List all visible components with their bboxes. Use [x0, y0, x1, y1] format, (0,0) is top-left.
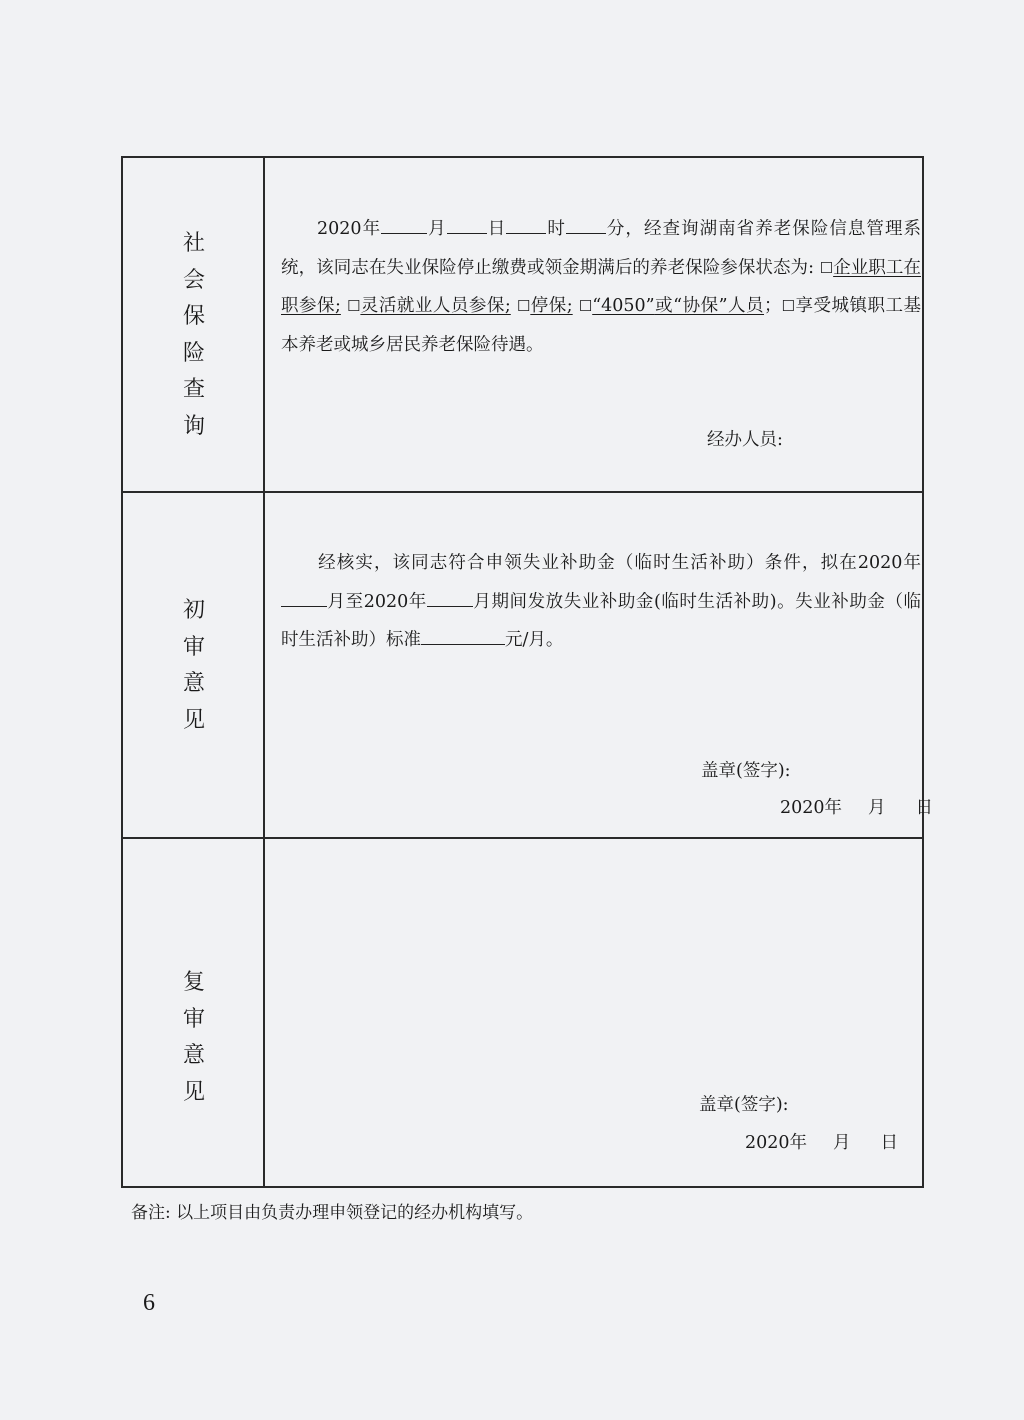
review-stamp-label: 盖章(签字):	[699, 1095, 789, 1115]
initial-date	[780, 794, 933, 819]
review-date-month: 月	[833, 1133, 851, 1153]
checkbox-flexible[interactable]: ☐	[346, 297, 361, 315]
initial-unit: 元/月。	[505, 630, 564, 650]
query-content-cell	[265, 158, 922, 491]
query-paragraph	[281, 210, 921, 364]
query-hour-blank[interactable]	[506, 215, 546, 234]
initial-paragraph	[281, 544, 921, 660]
option-4050: “4050”	[592, 296, 655, 316]
initial-year-end: 2020年	[363, 591, 427, 612]
review-label: 复审意见	[182, 970, 205, 1105]
checkbox-employee[interactable]: ☐	[819, 258, 834, 277]
initial-date-month: 月	[868, 798, 886, 818]
query-label-cell	[123, 158, 265, 491]
query-body-text: 分，经查询湖南省养老保险信息管理系统，该同志在失业保险停止缴费或领金期满后的养老保险参保状态为:	[281, 219, 922, 278]
initial-period-text: 月期间发放失业补助金(临时生活补助)。	[472, 591, 796, 612]
option-suspended: 停保;	[530, 296, 573, 316]
initial-label: 初审意见	[182, 598, 205, 733]
start-month-blank[interactable]	[281, 588, 327, 607]
query-month: 月	[427, 219, 447, 239]
separator: ；	[764, 296, 782, 316]
initial-review-row	[123, 491, 934, 837]
review-date-day: 日	[880, 1133, 899, 1153]
page-number: 6	[143, 1290, 155, 1316]
option-flexible: 灵活就业人员参保;	[360, 296, 511, 316]
option-pension: 享受城镇职工基本养老或城乡居民养老保险待遇。	[281, 296, 921, 355]
review-content-cell	[265, 839, 922, 1188]
query-label: 社会保险查询	[182, 231, 205, 439]
initial-line1: 经核实，该同志符合申领失业补助金（临时生活补助）条件，拟在	[317, 553, 858, 573]
checkbox-suspended[interactable]: ☐	[516, 297, 531, 315]
initial-date-year: 2020年	[780, 798, 843, 818]
initial-stamp-label: 盖章(签字):	[701, 761, 791, 781]
standard-amount-blank[interactable]	[421, 626, 505, 645]
final-review-row	[123, 837, 922, 1188]
initial-month-to: 月至	[327, 591, 364, 612]
query-day: 日	[486, 219, 507, 239]
end-month-blank[interactable]	[427, 588, 473, 607]
query-minute-blank[interactable]	[566, 215, 606, 234]
query-row	[123, 158, 922, 491]
query-day-blank[interactable]	[447, 215, 487, 234]
option-xiebao: 或“协保”人员	[654, 296, 765, 316]
review-date	[745, 1129, 898, 1154]
initial-year-start: 2020年	[857, 553, 921, 573]
form-table	[121, 156, 934, 1188]
initial-content-cell	[265, 493, 934, 837]
query-hour: 时	[546, 219, 566, 239]
query-year: 2020年	[317, 219, 382, 239]
initial-label-cell	[123, 493, 265, 837]
initial-date-day: 日	[915, 798, 934, 818]
review-label-cell	[123, 839, 265, 1188]
initial-standard-text: 失业补助金（临时生活补助）标准	[281, 591, 922, 650]
checkbox-pension[interactable]: ☐	[781, 297, 795, 315]
review-date-year: 2020年	[745, 1133, 808, 1153]
checkbox-4050[interactable]: ☐	[578, 297, 593, 315]
option-employee: 企业职工在职参保;	[281, 257, 921, 316]
footnote: 备注: 以上项目由负责办理申领登记的经办机构填写。	[131, 1203, 534, 1223]
query-month-blank[interactable]	[381, 215, 427, 234]
handler-label: 经办人员:	[707, 430, 783, 450]
